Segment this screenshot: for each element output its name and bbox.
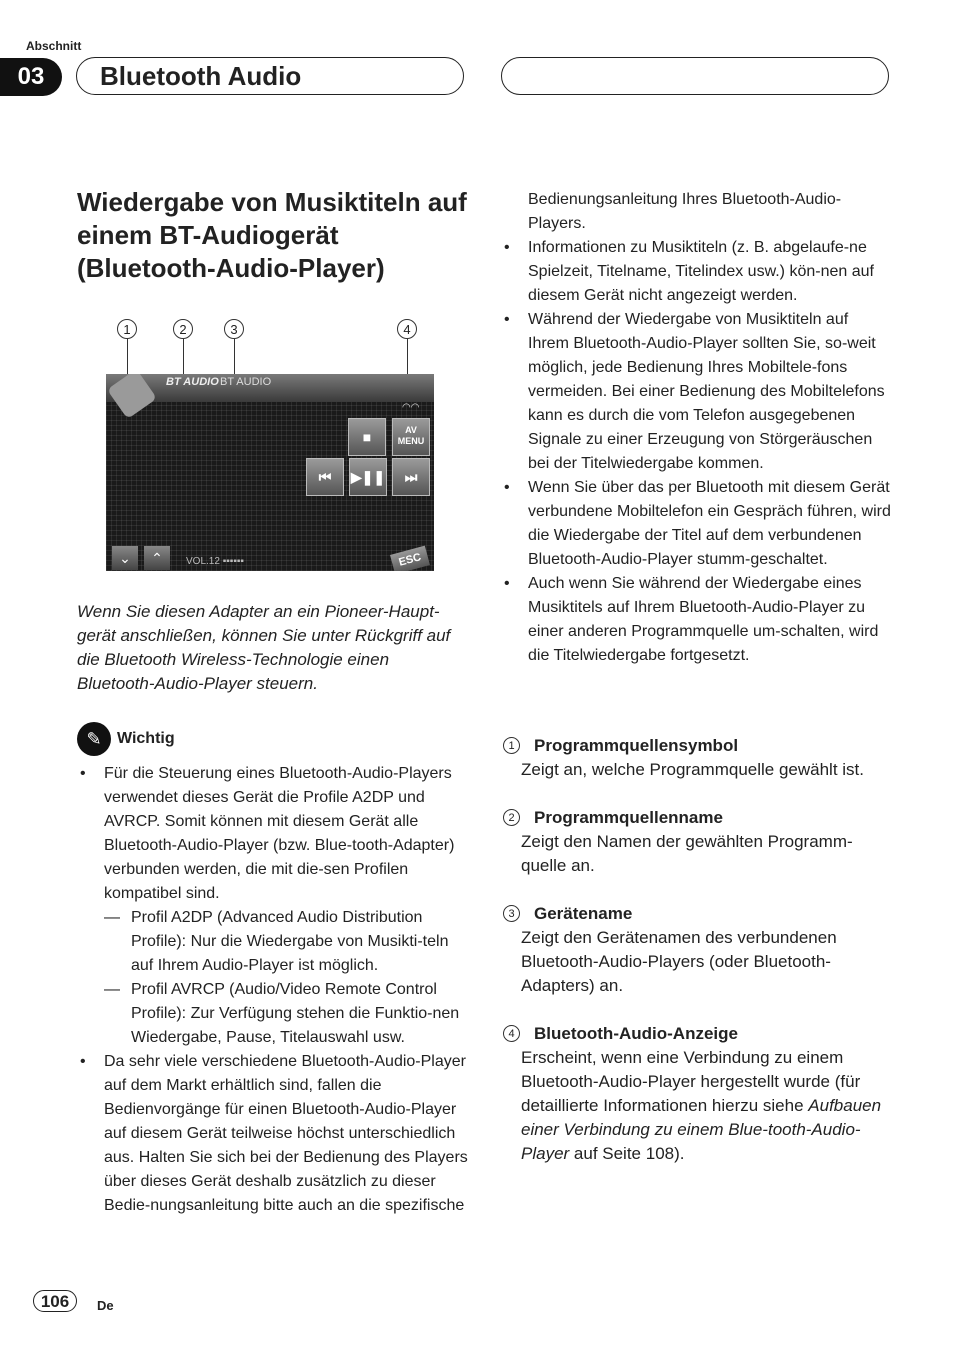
callout-1: 1 bbox=[117, 319, 137, 339]
definition-number: 4 bbox=[503, 1025, 520, 1042]
player-screen bbox=[106, 374, 434, 571]
next-track-button[interactable] bbox=[392, 458, 430, 496]
up-arrow-button[interactable] bbox=[144, 546, 170, 570]
list-item: • Während der Wiedergabe von Musiktiteln auf Ihrem Bluetooth-Audio-Player sollten Sie, so-weit möglich, jede Bedienung Ihres Mobiltele-fons vermeiden. Bei einer Bedienung des Mobiltelefons kann es durch die vom Telefon ausgegebenen Signale zu einer Erzeugung von Störgeräuschen bei der Titelwiedergabe kommen. bbox=[504, 311, 885, 472]
stop-icon: ■ bbox=[362, 429, 372, 445]
definition-item bbox=[501, 806, 893, 878]
definition-term: Programmquellenname bbox=[534, 808, 723, 827]
list-item bbox=[77, 906, 469, 1050]
important-list-left bbox=[77, 762, 469, 1218]
callout-2: 2 bbox=[173, 319, 193, 339]
section-label: Abschnitt bbox=[26, 39, 82, 53]
callout-3: 3 bbox=[224, 319, 244, 339]
definition-term: Programmquellensymbol bbox=[534, 736, 739, 755]
definition-item bbox=[501, 902, 893, 998]
stop-button[interactable] bbox=[348, 418, 386, 456]
definition-number: 1 bbox=[503, 737, 520, 754]
definition-item bbox=[501, 734, 893, 782]
esc-button[interactable]: ESC bbox=[390, 546, 430, 571]
av-menu-label: AV MENU bbox=[397, 425, 425, 446]
definition-desc: Zeigt den Namen der gewählten Programm-quelle an. bbox=[521, 832, 853, 875]
intro-text: Wenn Sie diesen Adapter an ein Pioneer-Haupt-gerät anschließen, können Sie unter Rückgriff auf die Bluetooth Wireless-Technologie einen Bluetooth-Audio-Player steuern. bbox=[77, 602, 451, 693]
sub-item: — Profil AVRCP (Audio/Video Remote Control Profile): Zur Verfügung stehen die Funktio-nen Wiedergabe, Pause, Titelauswahl usw. bbox=[104, 981, 460, 1046]
callout-line-4 bbox=[407, 339, 408, 376]
previous-track-button[interactable] bbox=[306, 458, 344, 496]
list-item: • Informationen zu Musiktiteln (z. B. abgelaufe-ne Spielzeit, Titelname, Titelindex usw.) kön-nen auf diesem Gerät nicht angezeigt werden. bbox=[504, 239, 874, 304]
section-number: 03 bbox=[0, 58, 62, 96]
callout-4: 4 bbox=[397, 319, 417, 339]
important-label: Wichtig bbox=[117, 730, 175, 747]
av-menu-button[interactable] bbox=[392, 418, 430, 456]
previous-icon: ⏮ bbox=[318, 469, 332, 485]
callout-line-3 bbox=[234, 339, 235, 376]
important-list-right bbox=[501, 188, 893, 668]
definition-term: Gerätename bbox=[534, 904, 633, 923]
screen-source-name: BT AUDIO bbox=[166, 376, 219, 388]
play-pause-icon: ▶❚❚ bbox=[350, 469, 386, 485]
list-item: • Auch wenn Sie während der Wiedergabe eines Musiktitels auf Ihrem Bluetooth-Audio-Player zu einer anderen Programmquelle um-schalten, wird die Titelwiedergabe fortgesetzt. bbox=[504, 575, 879, 664]
important-heading bbox=[77, 722, 467, 758]
callout-line-1 bbox=[127, 339, 128, 376]
bluetooth-indicator-icon: ◠◠ bbox=[402, 402, 420, 413]
play-pause-button[interactable] bbox=[349, 458, 387, 496]
definition-desc: Erscheint, wenn eine Verbindung zu einem Bluetooth-Audio-Player hergestellt wurde (für detaillierte Informationen hierzu siehe Aufbauen einer Verbindung zu einem Blue-tooth-Audio-Player auf Seite 108). bbox=[521, 1048, 882, 1163]
cross-reference: Aufbauen einer Verbindung zu einem Blue-tooth-Audio-Player bbox=[521, 1096, 882, 1163]
chevron-up-icon: ⌃ bbox=[151, 550, 163, 566]
section-title: Bluetooth Audio bbox=[100, 61, 302, 91]
sub-item: — Profil A2DP (Advanced Audio Distribution Profile): Nur die Wiedergabe von Musikti-teln auf Ihrem Audio-Player ist möglich. bbox=[104, 909, 449, 974]
definition-desc: Zeigt den Gerätenamen des verbundenen Bluetooth-Audio-Players (oder Bluetooth-Adapters) an. bbox=[521, 928, 837, 995]
volume-display: VOL.12 ▪▪▪▪▪▪ bbox=[186, 556, 244, 567]
list-item: • Für die Steuerung eines Bluetooth-Audio-Players verwendet dieses Gerät die Profile A2DP und AVRCP. Somit können mit diesem Gerät alle Bluetooth-Audio-Player (bzw. Blue-tooth-Adapter) verbunden werden, die mit die-sen Profilen kompatibel sind. bbox=[80, 765, 455, 902]
definition-item bbox=[501, 1022, 893, 1166]
list-item: • Wenn Sie über das per Bluetooth mit diesem Gerät verbundene Mobiltelefon ein Gespräch führen, wird die Wiedergabe der Titel auf dem verbundenen Bluetooth-Audio-Player stumm-geschaltet. bbox=[504, 479, 891, 568]
page-number: 106 bbox=[33, 1290, 77, 1312]
page-title: Wiedergabe von Musiktiteln auf einem BT-Audiogerät (Bluetooth-Audio-Player) bbox=[77, 187, 467, 283]
next-icon: ⏭ bbox=[404, 469, 418, 485]
section-subtitle-frame bbox=[501, 57, 889, 95]
important-icon: ✎ bbox=[77, 722, 111, 756]
definition-term: Bluetooth-Audio-Anzeige bbox=[534, 1024, 738, 1043]
figure-callouts bbox=[106, 316, 436, 376]
callout-line-2 bbox=[183, 339, 184, 376]
definition-desc: Zeigt an, welche Programmquelle gewählt ist. bbox=[521, 760, 864, 779]
definitions-list bbox=[501, 734, 893, 1190]
chevron-down-icon: ⌄ bbox=[119, 550, 131, 566]
language-code: De bbox=[97, 1298, 114, 1313]
definition-number: 2 bbox=[503, 809, 520, 826]
down-arrow-button[interactable] bbox=[112, 546, 138, 570]
list-item: • Da sehr viele verschiedene Bluetooth-Audio-Player auf dem Markt erhältlich sind, fallen die Bedienvorgänge für einen Bluetooth-Audio-Player auf diesem Gerät teilweise höchst unterschiedlich aus. Halten Sie sich bei der Bedienung des Players über dieses Gerät deshalb zusätzlich zu dieser Bedie-nungsanleitung bitte auch an die spezifische bbox=[80, 1053, 468, 1214]
list-item-continuation: Bedienungsanleitung Ihres Bluetooth-Audio-Players. bbox=[528, 191, 842, 232]
definition-number: 3 bbox=[503, 905, 520, 922]
screen-device-name: BT AUDIO bbox=[220, 376, 272, 388]
